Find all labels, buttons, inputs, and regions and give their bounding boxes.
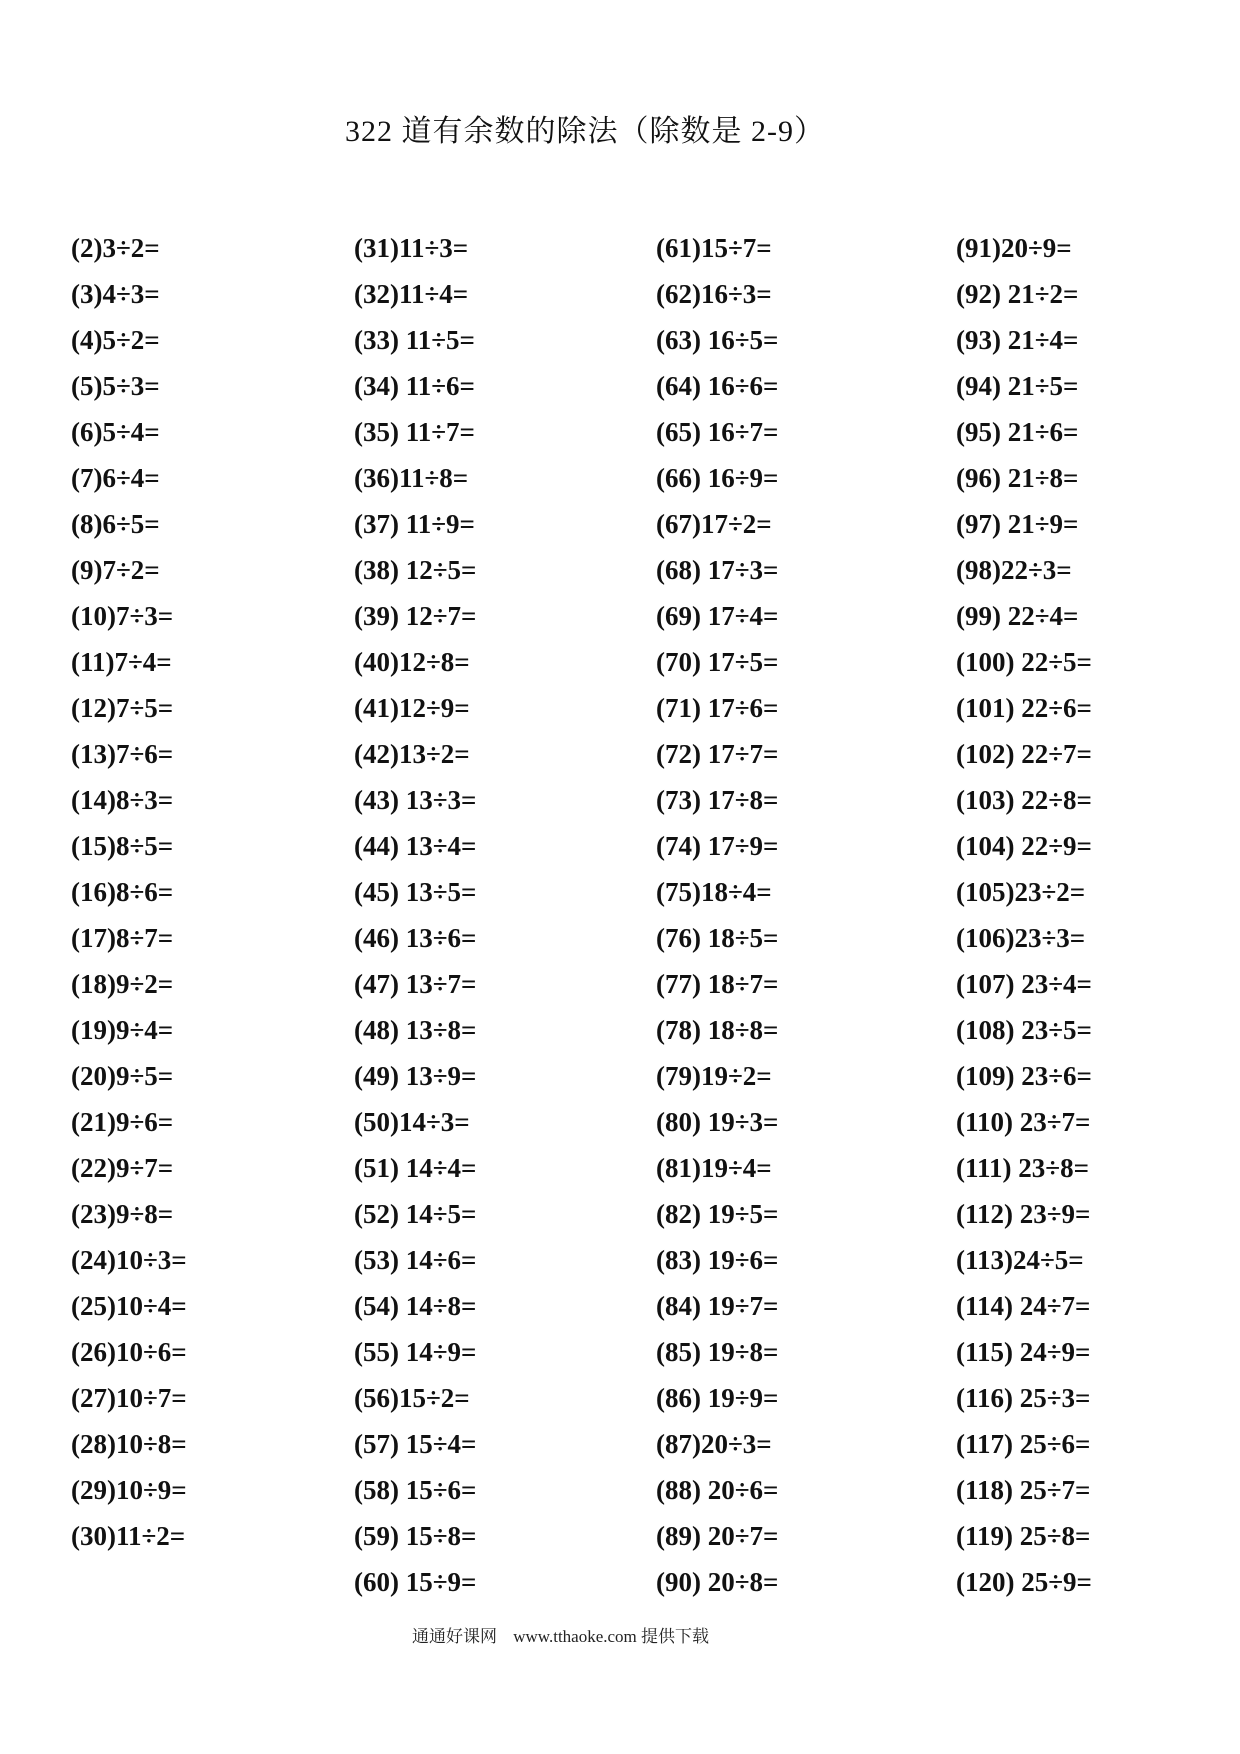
division-problem: (44) 13÷4=	[354, 831, 477, 861]
division-problem: (71) 17÷6=	[656, 693, 779, 723]
division-problem: (61)15÷7=	[656, 233, 772, 263]
division-problem: (94) 21÷5=	[956, 371, 1079, 401]
division-problem: (79)19÷2=	[656, 1061, 772, 1091]
division-problem: (115) 24÷9=	[956, 1337, 1091, 1367]
division-problem: (101) 22÷6=	[956, 693, 1092, 723]
division-problem: (16)8÷6=	[71, 877, 174, 907]
division-problem: (103) 22÷8=	[956, 785, 1092, 815]
division-problem: (56)15÷2=	[354, 1383, 470, 1413]
worksheet-title: 322 道有余数的除法（除数是 2-9）	[345, 115, 825, 148]
division-problem: (70) 17÷5=	[656, 647, 779, 677]
division-problem: (112) 23÷9=	[956, 1199, 1091, 1229]
division-problem: (10)7÷3=	[71, 601, 174, 631]
division-problem: (73) 17÷8=	[656, 785, 779, 815]
division-problem: (29)10÷9=	[71, 1475, 187, 1505]
division-problem: (24)10÷3=	[71, 1245, 187, 1275]
division-problem: (55) 14÷9=	[354, 1337, 477, 1367]
division-problem: (77) 18÷7=	[656, 969, 779, 999]
division-problem: (53) 14÷6=	[354, 1245, 477, 1275]
division-problem: (37) 11÷9=	[354, 509, 475, 539]
division-problem: (33) 11÷5=	[354, 325, 475, 355]
division-problem: (47) 13÷7=	[354, 969, 477, 999]
division-problem: (81)19÷4=	[656, 1153, 772, 1183]
division-problem: (87)20÷3=	[656, 1429, 772, 1459]
division-problem: (7)6÷4=	[71, 463, 160, 493]
division-problem: (78) 18÷8=	[656, 1015, 779, 1045]
division-problem: (18)9÷2=	[71, 969, 174, 999]
division-problem: (5)5÷3=	[71, 371, 160, 401]
division-problem: (43) 13÷3=	[354, 785, 477, 815]
division-problem: (107) 23÷4=	[956, 969, 1092, 999]
division-problem: (4)5÷2=	[71, 325, 160, 355]
division-problem: (13)7÷6=	[71, 739, 174, 769]
division-problem: (11)7÷4=	[71, 647, 172, 677]
division-problem: (119) 25÷8=	[956, 1521, 1091, 1551]
division-problem: (31)11÷3=	[354, 233, 469, 263]
division-problem: (9)7÷2=	[71, 555, 160, 585]
division-problem: (62)16÷3=	[656, 279, 772, 309]
division-problem: (36)11÷8=	[354, 463, 469, 493]
division-problem: (92) 21÷2=	[956, 279, 1079, 309]
footer-credit	[412, 1622, 709, 1647]
division-problem: (60) 15÷9=	[354, 1567, 477, 1597]
division-problem: (98)22÷3=	[956, 555, 1072, 585]
division-problem: (114) 24÷7=	[956, 1291, 1091, 1321]
division-problem: (57) 15÷4=	[354, 1429, 477, 1459]
division-problem: (111) 23÷8=	[956, 1153, 1089, 1183]
division-problem: (54) 14÷8=	[354, 1291, 477, 1321]
division-problem: (113)24÷5=	[956, 1245, 1084, 1275]
division-problem: (19)9÷4=	[71, 1015, 174, 1045]
division-problem: (91)20÷9=	[956, 233, 1072, 263]
division-problem: (46) 13÷6=	[354, 923, 477, 953]
division-problem: (109) 23÷6=	[956, 1061, 1092, 1091]
division-problem: (14)8÷3=	[71, 785, 174, 815]
division-problem: (49) 13÷9=	[354, 1061, 477, 1091]
division-problem: (27)10÷7=	[71, 1383, 187, 1413]
division-problem: (84) 19÷7=	[656, 1291, 779, 1321]
division-problem: (34) 11÷6=	[354, 371, 475, 401]
division-problem: (58) 15÷6=	[354, 1475, 477, 1505]
division-problem: (23)9÷8=	[71, 1199, 174, 1229]
division-problem: (17)8÷7=	[71, 923, 174, 953]
division-problem: (66) 16÷9=	[656, 463, 779, 493]
division-problem: (15)8÷5=	[71, 831, 174, 861]
division-problem: (106)23÷3=	[956, 923, 1086, 953]
division-problem: (97) 21÷9=	[956, 509, 1079, 539]
division-problem: (6)5÷4=	[71, 417, 160, 447]
division-problem: (51) 14÷4=	[354, 1153, 477, 1183]
division-problem: (20)9÷5=	[71, 1061, 174, 1091]
division-problem: (35) 11÷7=	[354, 417, 475, 447]
division-problem: (110) 23÷7=	[956, 1107, 1091, 1137]
division-problem: (100) 22÷5=	[956, 647, 1092, 677]
division-problem: (42)13÷2=	[354, 739, 470, 769]
division-problem: (105)23÷2=	[956, 877, 1086, 907]
division-problem: (39) 12÷7=	[354, 601, 477, 631]
division-problem: (74) 17÷9=	[656, 831, 779, 861]
division-problem: (85) 19÷8=	[656, 1337, 779, 1367]
division-problem: (67)17÷2=	[656, 509, 772, 539]
division-problem: (102) 22÷7=	[956, 739, 1092, 769]
division-problem: (88) 20÷6=	[656, 1475, 779, 1505]
division-problem: (116) 25÷3=	[956, 1383, 1091, 1413]
division-problem: (2)3÷2=	[71, 233, 160, 263]
division-problem: (93) 21÷4=	[956, 325, 1079, 355]
division-problem: (59) 15÷8=	[354, 1521, 477, 1551]
division-problem: (72) 17÷7=	[656, 739, 779, 769]
division-problem: (50)14÷3=	[354, 1107, 470, 1137]
division-problem: (89) 20÷7=	[656, 1521, 779, 1551]
division-problem: (86) 19÷9=	[656, 1383, 779, 1413]
footer-site-url: www.tthaoke.com	[513, 1627, 637, 1646]
division-problem: (83) 19÷6=	[656, 1245, 779, 1275]
problem-column-4	[956, 225, 1092, 1605]
division-problem: (108) 23÷5=	[956, 1015, 1092, 1045]
footer-site-name: 通通好课网	[412, 1627, 497, 1646]
division-problem: (30)11÷2=	[71, 1521, 186, 1551]
division-problem: (96) 21÷8=	[956, 463, 1079, 493]
division-problem: (22)9÷7=	[71, 1153, 174, 1183]
division-problem: (45) 13÷5=	[354, 877, 477, 907]
division-problem: (118) 25÷7=	[956, 1475, 1091, 1505]
division-problem: (75)18÷4=	[656, 877, 772, 907]
division-problem: (80) 19÷3=	[656, 1107, 779, 1137]
division-problem: (99) 22÷4=	[956, 601, 1079, 631]
division-problem: (68) 17÷3=	[656, 555, 779, 585]
division-problem: (82) 19÷5=	[656, 1199, 779, 1229]
division-problem: (52) 14÷5=	[354, 1199, 477, 1229]
division-problem: (76) 18÷5=	[656, 923, 779, 953]
division-problem: (95) 21÷6=	[956, 417, 1079, 447]
division-problem: (25)10÷4=	[71, 1291, 187, 1321]
division-problem: (8)6÷5=	[71, 509, 160, 539]
footer-suffix: 提供下载	[641, 1627, 710, 1646]
division-problem: (104) 22÷9=	[956, 831, 1092, 861]
division-problem: (3)4÷3=	[71, 279, 160, 309]
division-problem: (38) 12÷5=	[354, 555, 477, 585]
division-problem: (64) 16÷6=	[656, 371, 779, 401]
division-problem: (40)12÷8=	[354, 647, 470, 677]
division-problem: (117) 25÷6=	[956, 1429, 1091, 1459]
division-problem: (41)12÷9=	[354, 693, 470, 723]
division-problem: (21)9÷6=	[71, 1107, 174, 1137]
problem-column-2	[354, 225, 476, 1605]
problem-column-1	[71, 225, 187, 1559]
division-problem: (90) 20÷8=	[656, 1567, 779, 1597]
division-problem: (28)10÷8=	[71, 1429, 187, 1459]
division-problem: (120) 25÷9=	[956, 1567, 1092, 1597]
division-problem: (26)10÷6=	[71, 1337, 187, 1367]
division-problem: (63) 16÷5=	[656, 325, 779, 355]
division-problem: (48) 13÷8=	[354, 1015, 477, 1045]
division-problem: (32)11÷4=	[354, 279, 469, 309]
division-problem: (12)7÷5=	[71, 693, 174, 723]
problem-column-3	[656, 225, 778, 1605]
division-problem: (65) 16÷7=	[656, 417, 779, 447]
division-problem: (69) 17÷4=	[656, 601, 779, 631]
